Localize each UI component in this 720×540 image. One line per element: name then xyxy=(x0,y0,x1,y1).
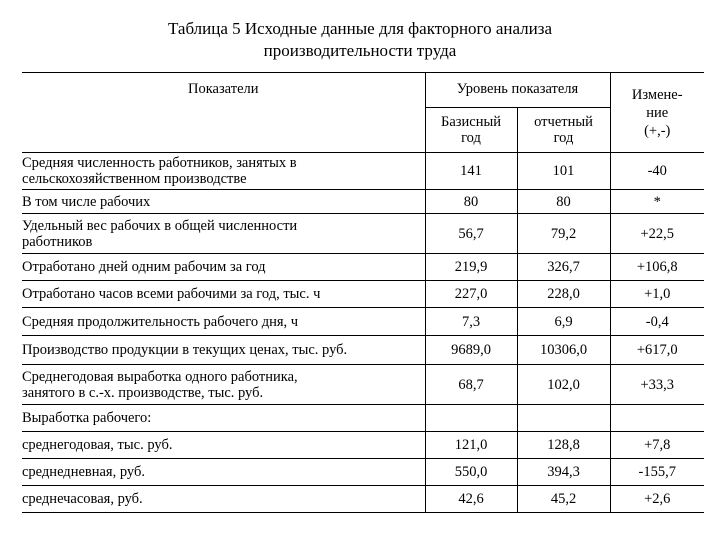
row-label-line-2: сельскохозяйственном производстве xyxy=(22,171,247,187)
row-report-value: 45,2 xyxy=(517,486,610,513)
row-label-line-1: В том числе рабочих xyxy=(22,193,151,210)
row-report-value: 128,8 xyxy=(517,432,610,459)
table-caption xyxy=(0,18,720,62)
row-label-line-1: Выработка рабочего: xyxy=(22,410,152,426)
row-label xyxy=(22,190,425,214)
row-base-value: 227,0 xyxy=(425,281,517,308)
row-change-value: +33,3 xyxy=(610,365,704,405)
row-base-value: 42,6 xyxy=(425,486,517,513)
header-indicators: Показатели xyxy=(22,73,425,153)
row-base-value: 68,7 xyxy=(425,365,517,405)
row-label-line-1: Отработано часов всеми рабочими за год, тыс. ч xyxy=(22,286,321,302)
table-row xyxy=(22,459,704,486)
row-label xyxy=(22,486,425,513)
table-row xyxy=(22,432,704,459)
row-base-value: 7,3 xyxy=(425,308,517,336)
row-label xyxy=(22,405,425,432)
row-report-value: 102,0 xyxy=(517,365,610,405)
row-label xyxy=(22,214,425,254)
table-row xyxy=(22,214,704,254)
table-row xyxy=(22,254,704,281)
row-change-value: -155,7 xyxy=(610,459,704,486)
row-base-value: 141 xyxy=(425,153,517,190)
table-row xyxy=(22,336,704,365)
table-row xyxy=(22,281,704,308)
table-row xyxy=(22,486,704,513)
caption-line-2: производительности труда xyxy=(263,41,457,60)
row-label-line-1: Отработано дней одним рабочим за год xyxy=(22,259,266,275)
row-report-value: 6,9 xyxy=(517,308,610,336)
header-report-year xyxy=(517,108,610,153)
row-change-value: +22,5 xyxy=(610,214,704,254)
table-row xyxy=(22,365,704,405)
row-label-line-1: Удельный вес рабочих в общей численности xyxy=(22,217,298,234)
row-change-value xyxy=(610,405,704,432)
header-change-line-3: (+,-) xyxy=(644,122,671,139)
row-label-line-1: среднедневная, руб. xyxy=(22,464,145,480)
row-base-value: 56,7 xyxy=(425,214,517,254)
header-change-line-1: Измене- xyxy=(631,86,683,103)
row-label-line-1: Производство продукции в текущих ценах, тыс. руб. xyxy=(22,342,348,358)
row-label xyxy=(22,459,425,486)
table-row xyxy=(22,308,704,336)
header-base-line-1: Базисный xyxy=(441,114,501,130)
row-report-value: 79,2 xyxy=(517,214,610,254)
row-report-value: 101 xyxy=(517,153,610,190)
row-label-line-1: среднегодовая, тыс. руб. xyxy=(22,437,173,453)
row-label-line-1: Среднегодовая выработка одного работника, xyxy=(22,368,298,385)
row-base-value: 9689,0 xyxy=(425,336,517,365)
row-base-value xyxy=(425,405,517,432)
row-base-value: 219,9 xyxy=(425,254,517,281)
table-row xyxy=(22,405,704,432)
caption-line-1: Таблица 5 Исходные данные для факторного анализа xyxy=(167,19,553,38)
row-label-line-2: работников xyxy=(22,233,93,250)
header-base-year xyxy=(425,108,517,153)
row-change-value: +617,0 xyxy=(610,336,704,365)
row-report-value: 80 xyxy=(517,190,610,214)
row-report-value xyxy=(517,405,610,432)
header-level: Уровень показателя xyxy=(425,73,610,108)
row-change-value: * xyxy=(610,190,704,214)
row-change-value: +2,6 xyxy=(610,486,704,513)
row-change-value: +7,8 xyxy=(610,432,704,459)
row-label xyxy=(22,365,425,405)
row-label xyxy=(22,432,425,459)
row-label-line-1: Средняя численность работников, занятых в xyxy=(22,155,297,171)
row-base-value: 550,0 xyxy=(425,459,517,486)
row-base-value: 121,0 xyxy=(425,432,517,459)
row-label xyxy=(22,308,425,336)
row-change-value: +106,8 xyxy=(610,254,704,281)
header-change xyxy=(610,73,704,153)
row-label xyxy=(22,254,425,281)
header-report-line-1: отчетный xyxy=(534,114,593,130)
header-base-line-2: год xyxy=(461,130,481,146)
row-label xyxy=(22,336,425,365)
row-change-value: -40 xyxy=(610,153,704,190)
header-report-line-2: год xyxy=(553,130,574,146)
row-report-value: 228,0 xyxy=(517,281,610,308)
table-row xyxy=(22,153,704,190)
row-report-value: 326,7 xyxy=(517,254,610,281)
row-report-value: 10306,0 xyxy=(517,336,610,365)
row-base-value: 80 xyxy=(425,190,517,214)
header-change-line-2: ние xyxy=(646,104,669,121)
row-label-line-1: Средняя продолжительность рабочего дня, ч xyxy=(22,313,299,330)
row-change-value: +1,0 xyxy=(610,281,704,308)
factor-analysis-table xyxy=(22,72,704,513)
row-report-value: 394,3 xyxy=(517,459,610,486)
table-row xyxy=(22,190,704,214)
row-label xyxy=(22,281,425,308)
row-label xyxy=(22,153,425,190)
row-label-line-2: занятого в с.-х. производстве, тыс. руб. xyxy=(22,384,264,401)
row-change-value: -0,4 xyxy=(610,308,704,336)
row-label-line-1: среднечасовая, руб. xyxy=(22,491,143,507)
